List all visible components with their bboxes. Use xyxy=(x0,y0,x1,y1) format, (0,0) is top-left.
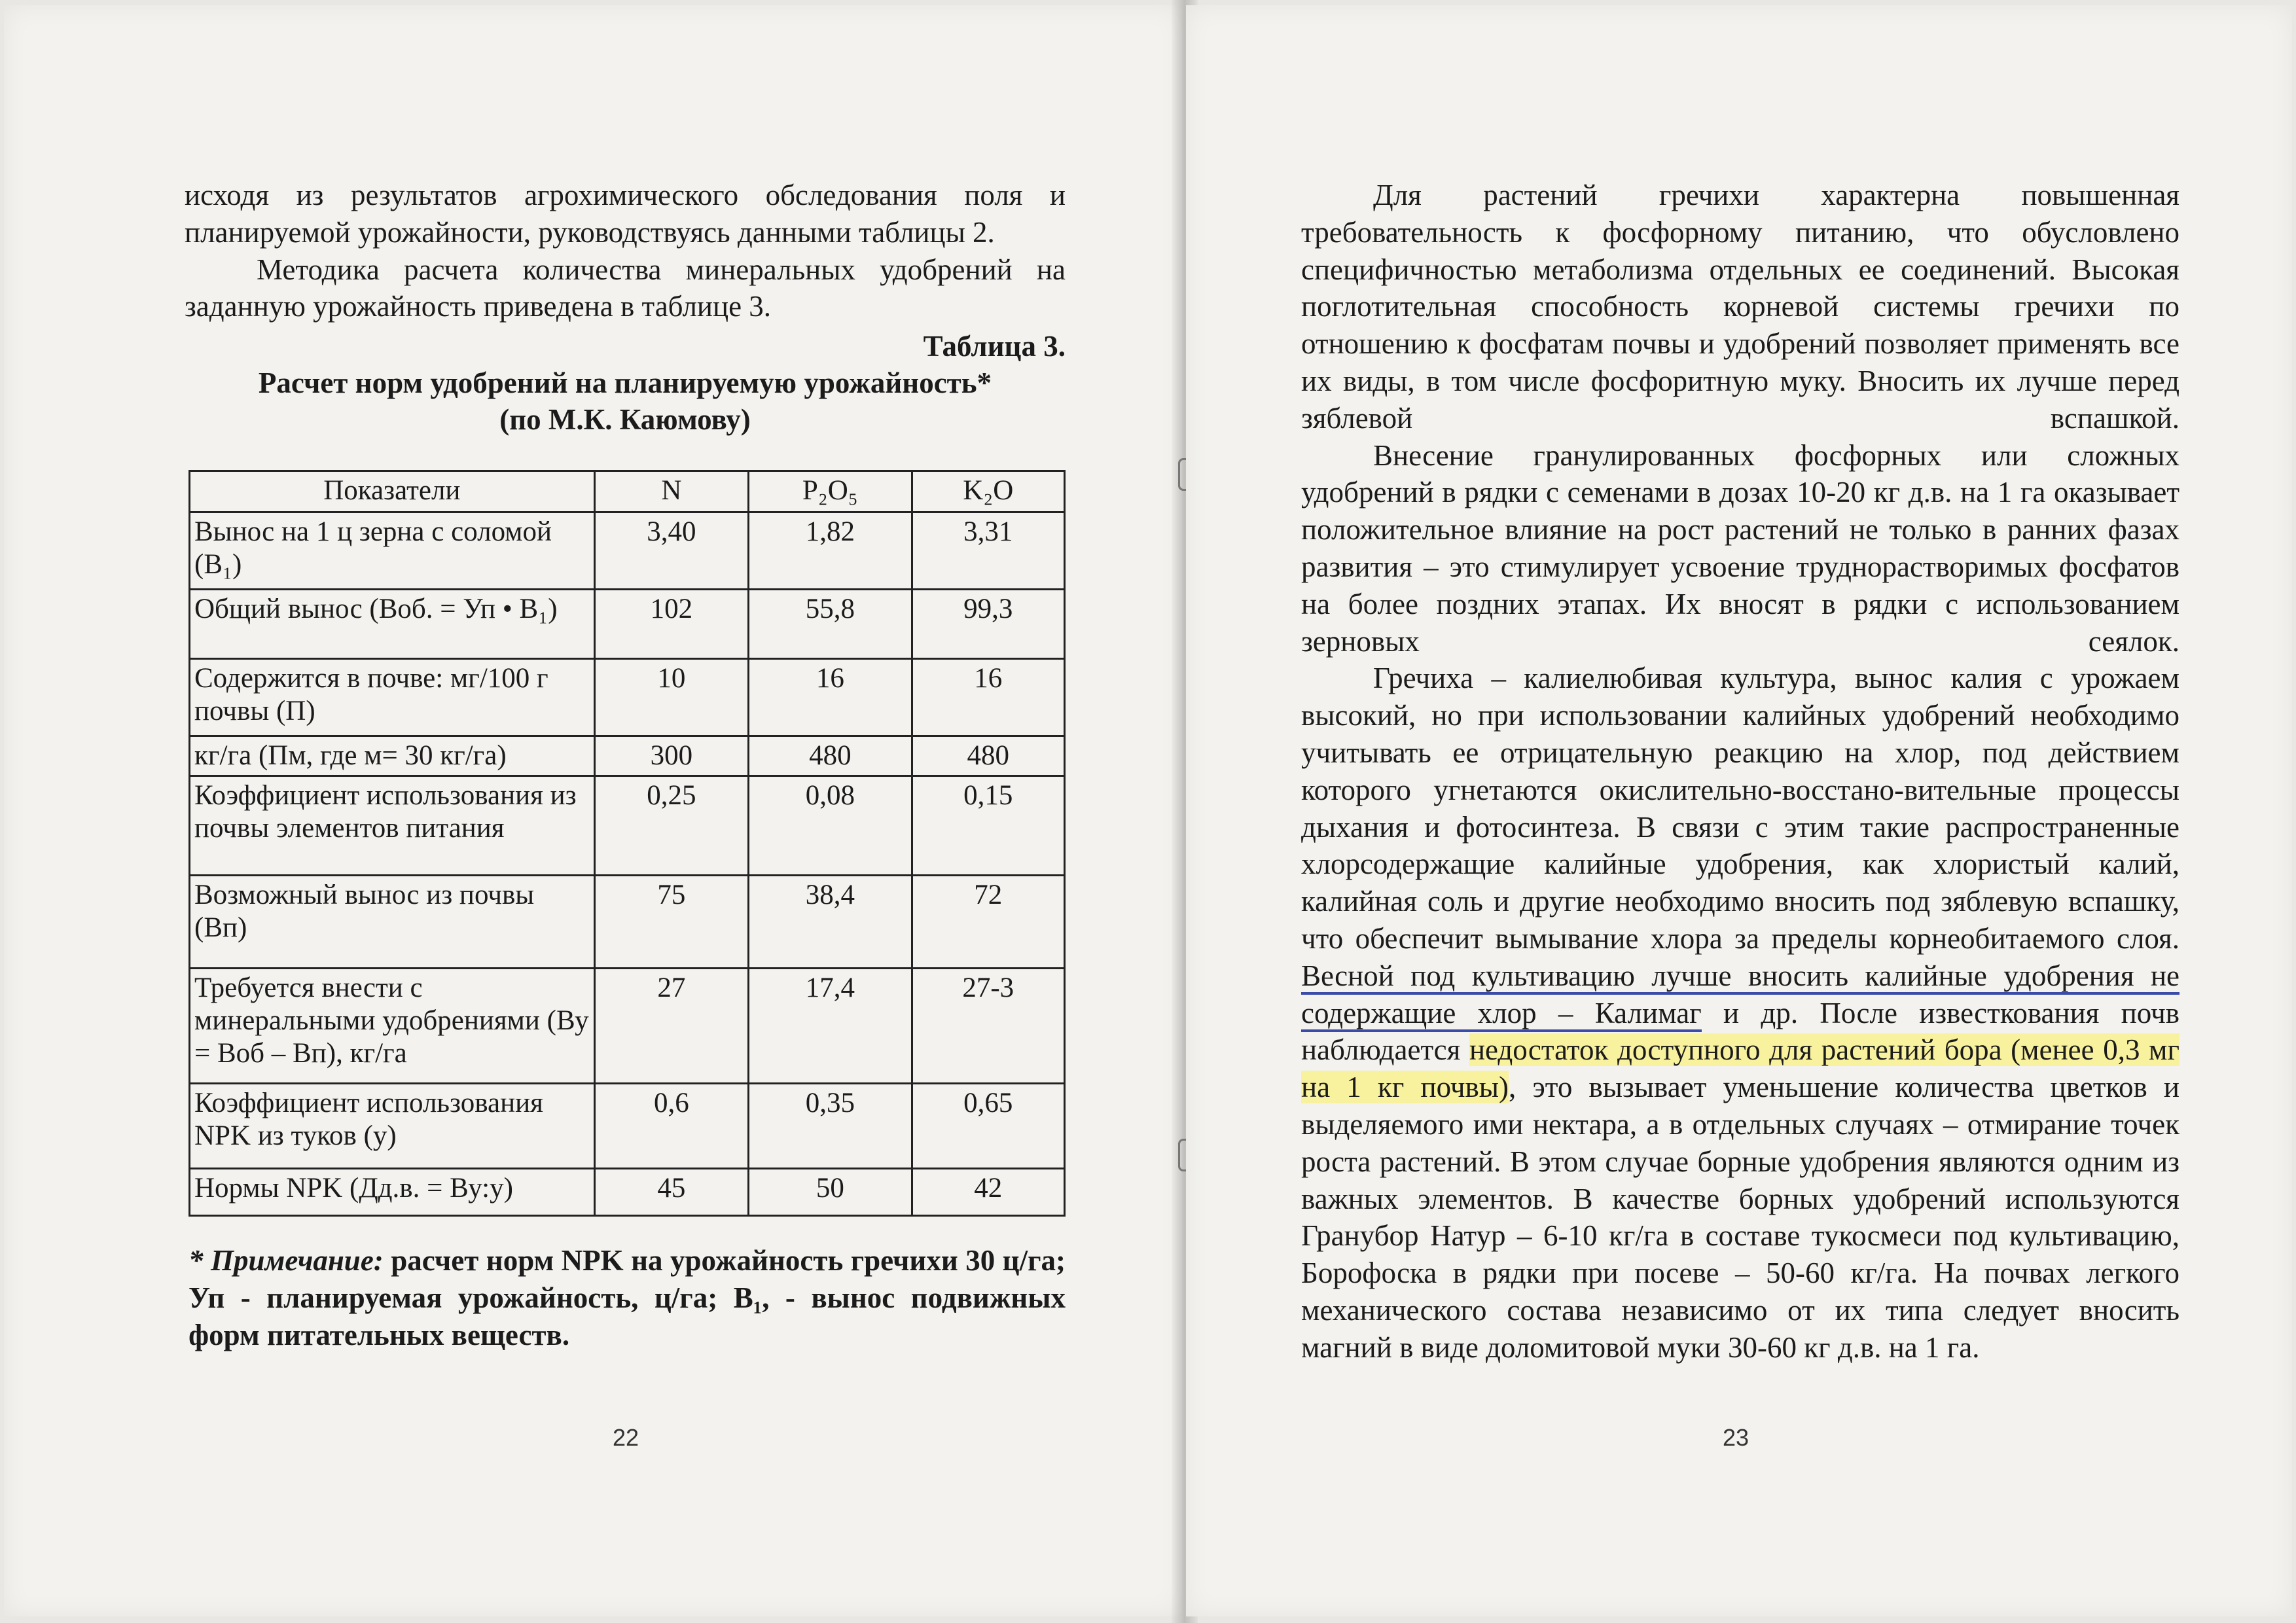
table-cell-label: кг/га (Пм, где м= 30 кг/га) xyxy=(190,736,595,776)
table-cell-label: Возможный вынос из почвы (Вп) xyxy=(190,876,595,969)
table-cell-label: Вынос на 1 ц зерна с соломой (В₁) xyxy=(190,512,595,590)
table-cell-p2o5: 0,35 xyxy=(749,1084,912,1169)
footnote-lead: * Примечание: xyxy=(188,1244,384,1277)
table-cell-n: 300 xyxy=(594,736,748,776)
table-cell-label: Содержится в почве: мг/100 г почвы (П) xyxy=(190,659,595,736)
table-cell-p2o5: 50 xyxy=(749,1169,912,1216)
table-cell-p2o5: 38,4 xyxy=(749,876,912,969)
table-row xyxy=(190,736,1065,776)
intro-paragraph-2: Методика расчета количества минеральных удобрений на заданную урожайность приведена в таблице 3. xyxy=(185,253,1066,323)
table-footnote xyxy=(188,1242,1066,1353)
highlighted-text: недостаток доступного для растений бора (менее 0,3 мг на 1 кг почвы) xyxy=(1301,1033,2179,1104)
table-cell-label: Общий вынос (Воб. = Уп • В₁) xyxy=(190,590,595,659)
table-cell-p2o5: 480 xyxy=(749,736,912,776)
table-cell-n: 0,25 xyxy=(594,776,748,876)
table-row xyxy=(190,512,1065,590)
table-row xyxy=(190,659,1065,736)
table-cell-p2o5: 16 xyxy=(749,659,912,736)
table-title-line-1: Расчет норм удобрений на планируемую урожайность* xyxy=(258,366,992,400)
table-row xyxy=(190,876,1065,969)
table-cell-p2o5: 1,82 xyxy=(749,512,912,590)
page-number-right: 23 xyxy=(1723,1424,1749,1451)
left-page xyxy=(4,5,1182,1616)
table-cell-k2o: 16 xyxy=(912,659,1064,736)
intro-paragraph-1: исходя из результатов агрохимического обследования поля и планируемой урожайности, руководствуясь данными таблицы 2. xyxy=(185,179,1066,249)
right-page xyxy=(1186,5,2292,1616)
table-row xyxy=(190,1169,1065,1216)
page-number-left: 22 xyxy=(613,1424,639,1451)
pen-underlined-text: Весной под культивацию лучше вносить калийные удобрения не содержащие хлор – Калимаг xyxy=(1301,959,2179,1032)
table-cell-n: 3,40 xyxy=(594,512,748,590)
table-cell-label: Требуется внести с минеральными удобрениями (Ву = Воб – Вп), кг/га xyxy=(190,969,595,1084)
footnote-text: расчет норм NPK на урожайность гречихи 30 ц/га; Уп - планируемая урожайность, ц/га; В₁, - вынос подвижных форм питательных веществ. xyxy=(188,1244,1066,1351)
right-paragraph-1: Для растений гречихи характерна повышенная требовательность к фосфорному питанию, что обусловлено специфичностью метаболизма отдельных ее соединений. Высокая поглотительная способность корневой системы гречихи по отношению к фосфатам почвы и удобрений позволяет применять все их виды, в том числе фосфоритную муку. Вносить их лучше перед зяблевой вспашкой. xyxy=(1301,179,2179,435)
paragraph-3-part-c: , это вызывает уменьшение количества цветков и выделяемого ими нектара, а в отдельных случаях – отмирание точек роста растений. В этом случае борные удобрения являются одним из важных элементов. В качестве борных удобрений используются Гранубор Натур – 6-10 кг/га в составе тукосмеси под культивацию, Борофоска в рядки при посеве – 50-60 кг/га. На почвах легкого механического состава независимо от их типа следует вносить магний в виде доломитовой муки 30-60 кг д.в. на 1 га. xyxy=(1301,1071,2179,1364)
table-cell-k2o: 42 xyxy=(912,1169,1064,1216)
table-cell-p2o5: 17,4 xyxy=(749,969,912,1084)
paragraph-3-part-b: и др. После известкования почв наблюдается xyxy=(1301,996,2180,1067)
table-cell-label: Нормы NPK (Дд.в. = Ву:у) xyxy=(190,1169,595,1216)
left-intro xyxy=(185,177,1066,438)
table-row xyxy=(190,969,1065,1084)
table-cell-label: Коэффициент использования NPK из туков (у) xyxy=(190,1084,595,1169)
table-header-cell: Показатели xyxy=(190,471,595,512)
table-cell-n: 0,6 xyxy=(594,1084,748,1169)
right-paragraph-2: Внесение гранулированных фосфорных или сложных удобрений в рядки с семенами в дозах 10-20 кг д.в. на 1 га оказывает положительное влияние на рост растений не только в ранних фазах развития – это стимулирует усвоение труднорастворимых фосфатов на более поздних этапах. Их вносят в рядки с использованием зерновых сеялок. xyxy=(1301,438,2179,658)
table-cell-k2o: 480 xyxy=(912,736,1064,776)
table-cell-k2o: 3,31 xyxy=(912,512,1064,590)
table-cell-k2o: 27-3 xyxy=(912,969,1064,1084)
right-body-text xyxy=(1301,177,2179,1366)
table-row xyxy=(190,590,1065,659)
paragraph-3-part-a: Гречиха – калиелюбивая культура, вынос калия с урожаем высокий, но при использовании калийных удобрений необходимо учитывать ее отрицательную реакцию на хлор, под действием которого угнетаются окислительно-восстано-вительные процессы дыхания и фотосинтеза. В связи с этим такие распространенные хлорсодержащие калийные удобрения, как хлористый калий, калийная соль и другие необходимо вносить под зяблевую вспашку, что обеспечит вымывание хлора за пределы корнеобитаемого слоя. xyxy=(1301,662,2179,955)
table-cell-k2o: 99,3 xyxy=(912,590,1064,659)
table-cell-n: 10 xyxy=(594,659,748,736)
table-cell-n: 27 xyxy=(594,969,748,1084)
table-cell-label: Коэффициент использования из почвы элементов питания xyxy=(190,776,595,876)
table-cell-k2o: 72 xyxy=(912,876,1064,969)
table-row xyxy=(190,1084,1065,1169)
table-cell-k2o: 0,15 xyxy=(912,776,1064,876)
table-header-cell: K₂O xyxy=(912,471,1064,512)
right-paragraph-3 xyxy=(1301,660,2179,1366)
table-cell-p2o5: 55,8 xyxy=(749,590,912,659)
fertilizer-norms-table xyxy=(188,470,1066,1217)
table-cell-n: 75 xyxy=(594,876,748,969)
table-header-cell: N xyxy=(594,471,748,512)
table-title-line-2: (по М.К. Каюмову) xyxy=(499,403,751,437)
table-cell-n: 102 xyxy=(594,590,748,659)
table-row xyxy=(190,776,1065,876)
table-header-cell: P₂O₅ xyxy=(749,471,912,512)
table-cell-k2o: 0,65 xyxy=(912,1084,1064,1169)
table-cell-p2o5: 0,08 xyxy=(749,776,912,876)
table-number: Таблица 3. xyxy=(923,330,1066,363)
table-cell-n: 45 xyxy=(594,1169,748,1216)
table-header-row xyxy=(190,471,1065,512)
